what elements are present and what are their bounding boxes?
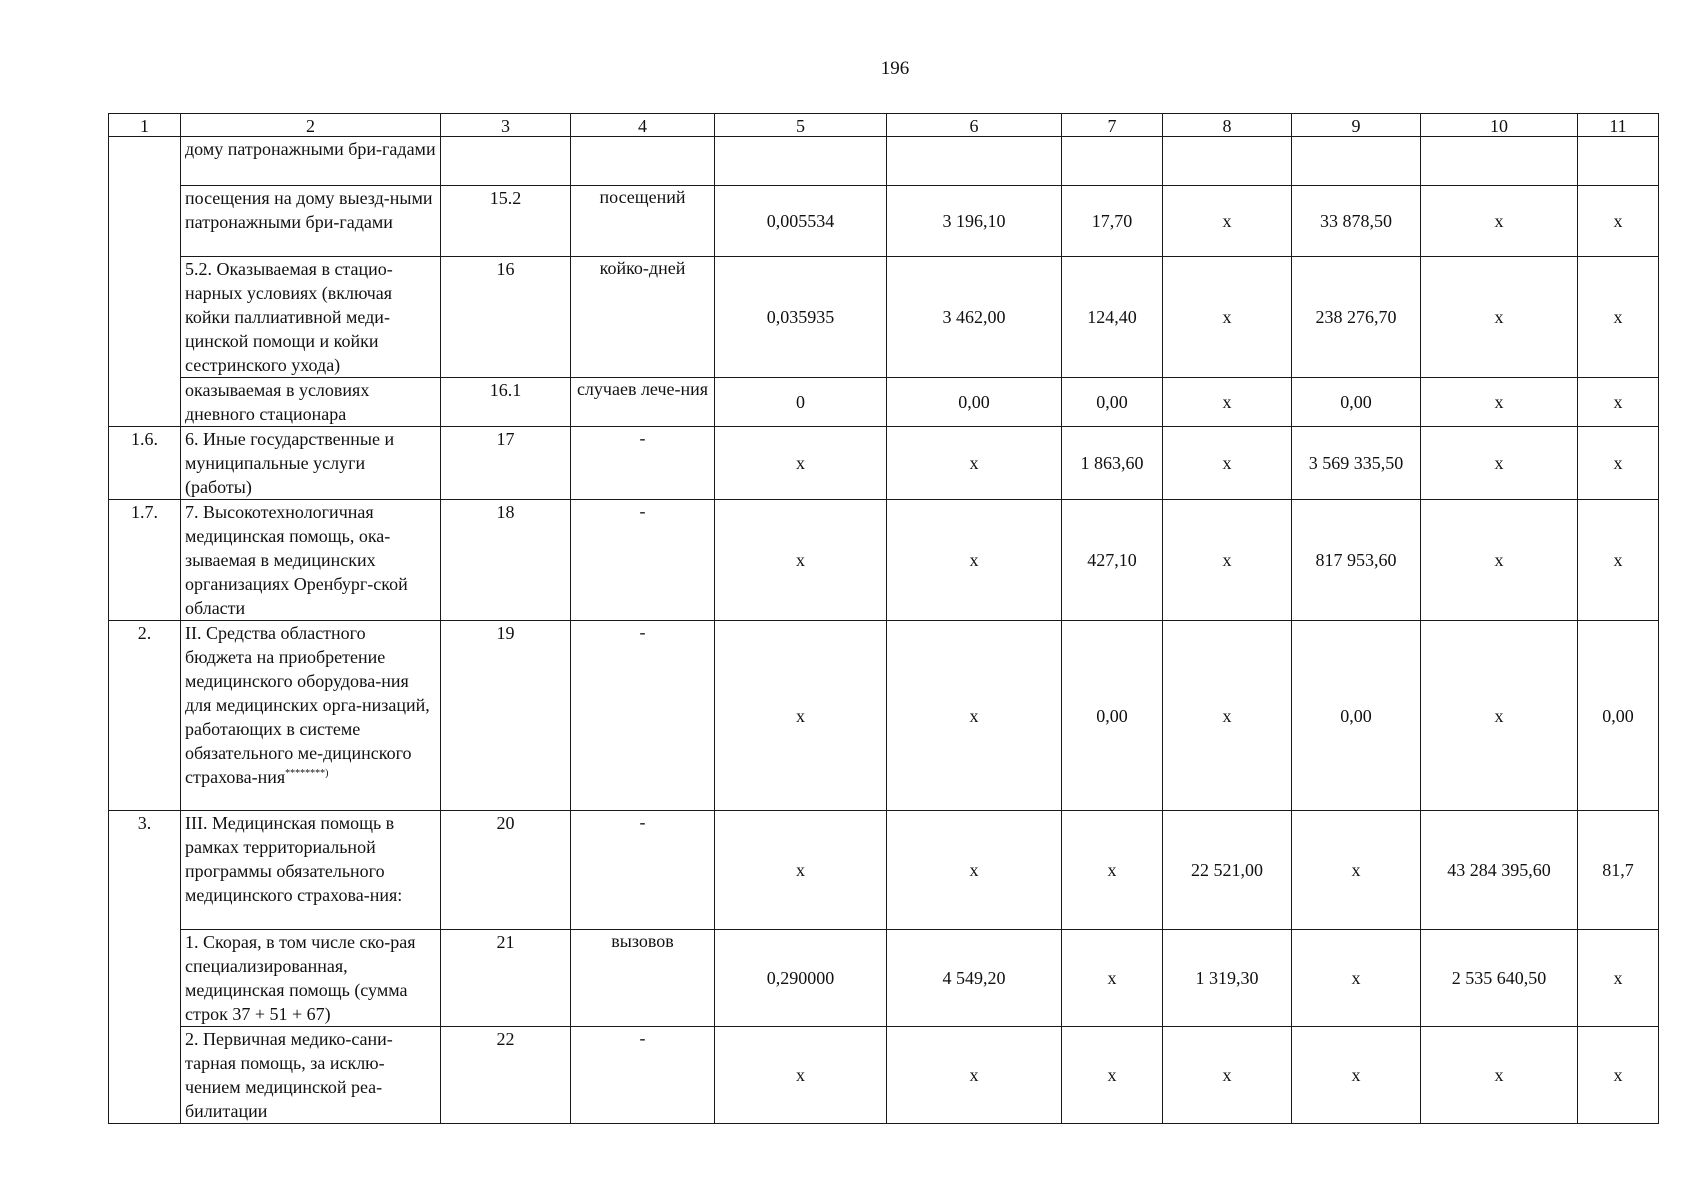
value-cell: х [1421, 427, 1578, 500]
value-cell: 427,10 [1062, 500, 1163, 621]
value-cell: х [715, 427, 887, 500]
value-cell: 124,40 [1062, 257, 1163, 378]
column-number-row [109, 114, 1659, 137]
row-number-cell [109, 137, 181, 427]
value-cell: х [1578, 500, 1659, 621]
table-row [109, 257, 1659, 378]
row-code-cell: 16.1 [441, 378, 571, 427]
value-cell [715, 137, 887, 186]
value-cell: х [1421, 378, 1578, 427]
value-cell: х [1421, 1027, 1578, 1124]
table-row [109, 186, 1659, 257]
table-row [109, 621, 1659, 811]
row-name-cell: 2. Первичная медико-сани-тарная помощь, за исклю-чением медицинской реа-билитации [181, 1027, 441, 1124]
table-row [109, 500, 1659, 621]
value-cell: 3 569 335,50 [1292, 427, 1421, 500]
value-cell: х [715, 500, 887, 621]
row-number-cell: 1.6. [109, 427, 181, 500]
row-unit-cell: случаев лече-ния [571, 378, 715, 427]
row-code-cell: 21 [441, 930, 571, 1027]
value-cell: х [887, 621, 1062, 811]
value-cell: х [715, 621, 887, 811]
value-cell: 1 863,60 [1062, 427, 1163, 500]
value-cell [1062, 137, 1163, 186]
row-name-cell: дому патронажными бри-гадами [181, 137, 441, 186]
row-code-cell: 16 [441, 257, 571, 378]
value-cell: х [887, 811, 1062, 930]
value-cell: 238 276,70 [1292, 257, 1421, 378]
value-cell [1163, 137, 1292, 186]
value-cell [1578, 137, 1659, 186]
value-cell: х [1421, 500, 1578, 621]
column-header: 7 [1062, 114, 1163, 137]
row-name-cell: оказываемая в условиях дневного стационара [181, 378, 441, 427]
row-code-cell: 17 [441, 427, 571, 500]
table-row [109, 811, 1659, 930]
value-cell: 0 [715, 378, 887, 427]
column-header: 6 [887, 114, 1062, 137]
column-header: 9 [1292, 114, 1421, 137]
table-row [109, 137, 1659, 186]
row-number-cell: 3. [109, 811, 181, 1124]
value-cell: 3 462,00 [887, 257, 1062, 378]
value-cell: 43 284 395,60 [1421, 811, 1578, 930]
value-cell: х [1292, 811, 1421, 930]
value-cell: х [1163, 378, 1292, 427]
column-header: 4 [571, 114, 715, 137]
table-row [109, 930, 1659, 1027]
value-cell: х [1578, 427, 1659, 500]
row-name-cell: 5.2. Оказываемая в стацио-нарных условиях (включая койки паллиативной меди-цинской помощи и койки сестринского ухода) [181, 257, 441, 378]
value-cell: х [1421, 186, 1578, 257]
value-cell: х [1578, 186, 1659, 257]
column-header: 11 [1578, 114, 1659, 137]
column-header: 5 [715, 114, 887, 137]
row-number-cell: 2. [109, 621, 181, 811]
value-cell: х [887, 1027, 1062, 1124]
value-cell: х [1062, 1027, 1163, 1124]
row-unit-cell [571, 137, 715, 186]
value-cell: х [887, 427, 1062, 500]
value-cell: 22 521,00 [1163, 811, 1292, 930]
page-number: 196 [880, 58, 910, 79]
value-cell: х [1062, 930, 1163, 1027]
value-cell: х [715, 1027, 887, 1124]
footnote-mark: ********) [285, 768, 329, 779]
value-cell: 0,00 [1062, 378, 1163, 427]
row-unit-cell: - [571, 500, 715, 621]
row-name-cell: 1. Скорая, в том числе ско-рая специализированная, медицинская помощь (сумма строк 37 + 51 + 67) [181, 930, 441, 1027]
row-unit-cell: койко-дней [571, 257, 715, 378]
value-cell: 2 535 640,50 [1421, 930, 1578, 1027]
row-code-cell [441, 137, 571, 186]
value-cell: 33 878,50 [1292, 186, 1421, 257]
row-code-cell: 18 [441, 500, 571, 621]
value-cell: 3 196,10 [887, 186, 1062, 257]
value-cell: 0,00 [1292, 621, 1421, 811]
value-cell: 0,005534 [715, 186, 887, 257]
value-cell: 1 319,30 [1163, 930, 1292, 1027]
value-cell: х [1421, 257, 1578, 378]
value-cell: х [1578, 1027, 1659, 1124]
value-cell: х [715, 811, 887, 930]
row-unit-cell: - [571, 1027, 715, 1124]
value-cell: 0,00 [1578, 621, 1659, 811]
value-cell: 0,035935 [715, 257, 887, 378]
column-header: 1 [109, 114, 181, 137]
value-cell: х [1292, 930, 1421, 1027]
value-cell: 0,00 [1292, 378, 1421, 427]
row-name-cell [181, 621, 441, 811]
value-cell: 81,7 [1578, 811, 1659, 930]
value-cell: х [1163, 427, 1292, 500]
value-cell [1292, 137, 1421, 186]
value-cell [887, 137, 1062, 186]
value-cell: х [1421, 621, 1578, 811]
column-header: 8 [1163, 114, 1292, 137]
value-cell: 17,70 [1062, 186, 1163, 257]
value-cell: х [887, 500, 1062, 621]
row-name-cell: посещения на дому выезд-ными патронажными бри-гадами [181, 186, 441, 257]
row-unit-cell: вызовов [571, 930, 715, 1027]
row-code-cell: 20 [441, 811, 571, 930]
value-cell: х [1163, 186, 1292, 257]
value-cell [1421, 137, 1578, 186]
value-cell: х [1163, 621, 1292, 811]
value-cell: х [1578, 257, 1659, 378]
row-unit-cell: - [571, 427, 715, 500]
column-header: 3 [441, 114, 571, 137]
row-name-text: II. Средства областного бюджета на приобретение медицинского оборудова-ния для медицинских орга-низаций, работающих в системе обязательного ме-дицинского страхова-ния [185, 623, 430, 787]
value-cell: х [1163, 1027, 1292, 1124]
row-code-cell: 22 [441, 1027, 571, 1124]
value-cell: х [1062, 811, 1163, 930]
value-cell: х [1292, 1027, 1421, 1124]
value-cell: 0,00 [1062, 621, 1163, 811]
value-cell: 0,290000 [715, 930, 887, 1027]
column-header: 2 [181, 114, 441, 137]
table-row [109, 378, 1659, 427]
row-name-cell: 7. Высокотехнологичная медицинская помощь, ока-зываемая в медицинских организациях Оренбург-ской области [181, 500, 441, 621]
row-name-cell: III. Медицинская помощь в рамках территориальной программы обязательного медицинского страхова-ния: [181, 811, 441, 930]
value-cell: 817 953,60 [1292, 500, 1421, 621]
value-cell: 0,00 [887, 378, 1062, 427]
table-row [109, 427, 1659, 500]
row-number-cell: 1.7. [109, 500, 181, 621]
value-cell: х [1578, 930, 1659, 1027]
value-cell: х [1163, 500, 1292, 621]
cost-table [108, 113, 1659, 1124]
row-name-cell: 6. Иные государственные и муниципальные услуги (работы) [181, 427, 441, 500]
row-code-cell: 19 [441, 621, 571, 811]
row-unit-cell: посещений [571, 186, 715, 257]
value-cell: х [1163, 257, 1292, 378]
value-cell: 4 549,20 [887, 930, 1062, 1027]
row-code-cell: 15.2 [441, 186, 571, 257]
table-row [109, 1027, 1659, 1124]
column-header: 10 [1421, 114, 1578, 137]
row-unit-cell: - [571, 811, 715, 930]
row-unit-cell: - [571, 621, 715, 811]
value-cell: х [1578, 378, 1659, 427]
